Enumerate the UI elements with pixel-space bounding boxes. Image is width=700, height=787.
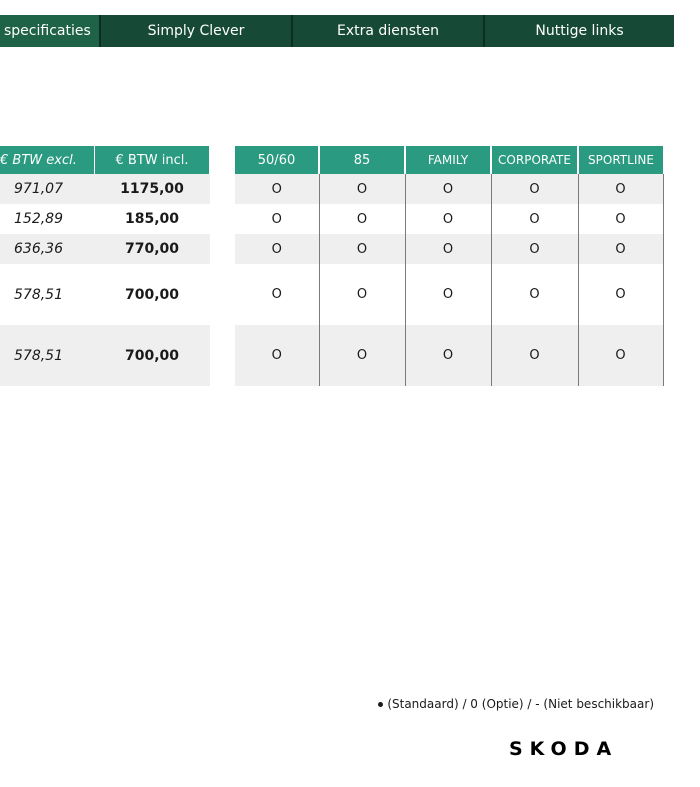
availability-cell: O <box>405 174 491 204</box>
version-header-row <box>235 146 663 174</box>
price-incl: 185,00 <box>95 204 210 234</box>
availability-cell: O <box>235 174 319 204</box>
availability-cell: O <box>491 325 578 386</box>
availability-cell: O <box>319 204 405 234</box>
price-incl: 770,00 <box>95 234 210 264</box>
availability-cell: O <box>319 325 405 386</box>
header-version-85: 85 <box>319 146 405 174</box>
availability-cell: O <box>405 325 491 386</box>
legend <box>378 697 654 711</box>
availability-cell: O <box>235 234 319 264</box>
availability-cell: O <box>405 264 491 325</box>
price-excl: 578,51 <box>0 264 95 325</box>
price-excl: 971,07 <box>0 174 95 204</box>
availability-cell: O <box>235 264 319 325</box>
availability-cell: O <box>319 234 405 264</box>
header-version-sportline: SPORTLINE <box>578 146 663 174</box>
version-row <box>235 264 663 325</box>
standard-dot-icon <box>378 702 383 707</box>
version-row <box>235 204 663 234</box>
availability-cell: O <box>578 264 663 325</box>
availability-cell: O <box>405 204 491 234</box>
tab-nuttige-links[interactable]: Nuttige links <box>485 15 674 47</box>
availability-cell: O <box>491 234 578 264</box>
version-table <box>235 146 664 386</box>
availability-cell: O <box>405 234 491 264</box>
price-excl: 578,51 <box>0 325 95 386</box>
price-row <box>0 325 210 386</box>
skoda-logo <box>509 738 643 758</box>
legend-text: (Standaard) / 0 (Optie) / - (Niet beschikbaar) <box>387 697 654 711</box>
price-row <box>0 264 210 325</box>
header-version-50-60: 50/60 <box>235 146 319 174</box>
price-incl: 700,00 <box>95 264 210 325</box>
price-excl: 152,89 <box>0 204 95 234</box>
availability-cell: O <box>319 264 405 325</box>
version-row <box>235 325 663 386</box>
availability-cell: O <box>491 174 578 204</box>
header-btw-excl: € BTW excl. <box>0 146 95 174</box>
price-incl: 700,00 <box>95 325 210 386</box>
price-row <box>0 234 210 264</box>
price-row <box>0 174 210 204</box>
availability-cell: O <box>578 325 663 386</box>
tab-extra-diensten[interactable]: Extra diensten <box>293 15 485 47</box>
price-table <box>0 146 210 386</box>
version-row <box>235 174 663 204</box>
price-excl: 636,36 <box>0 234 95 264</box>
availability-cell: O <box>235 325 319 386</box>
header-version-corporate: CORPORATE <box>491 146 578 174</box>
tab-simply-clever[interactable]: Simply Clever <box>101 15 293 47</box>
availability-cell: O <box>491 264 578 325</box>
tab-bar <box>0 15 674 47</box>
version-row <box>235 234 663 264</box>
availability-cell: O <box>319 174 405 204</box>
availability-cell: O <box>578 174 663 204</box>
availability-cell: O <box>578 204 663 234</box>
price-header-row <box>0 146 210 174</box>
price-incl: 1175,00 <box>95 174 210 204</box>
header-version-family: FAMILY <box>405 146 491 174</box>
availability-cell: O <box>235 204 319 234</box>
availability-cell: O <box>491 204 578 234</box>
price-row <box>0 204 210 234</box>
header-btw-incl: € BTW incl. <box>95 146 210 174</box>
tab-specificaties[interactable]: specificaties <box>0 15 101 47</box>
availability-cell: O <box>578 234 663 264</box>
logo-wordmark: SKODA <box>509 738 619 758</box>
